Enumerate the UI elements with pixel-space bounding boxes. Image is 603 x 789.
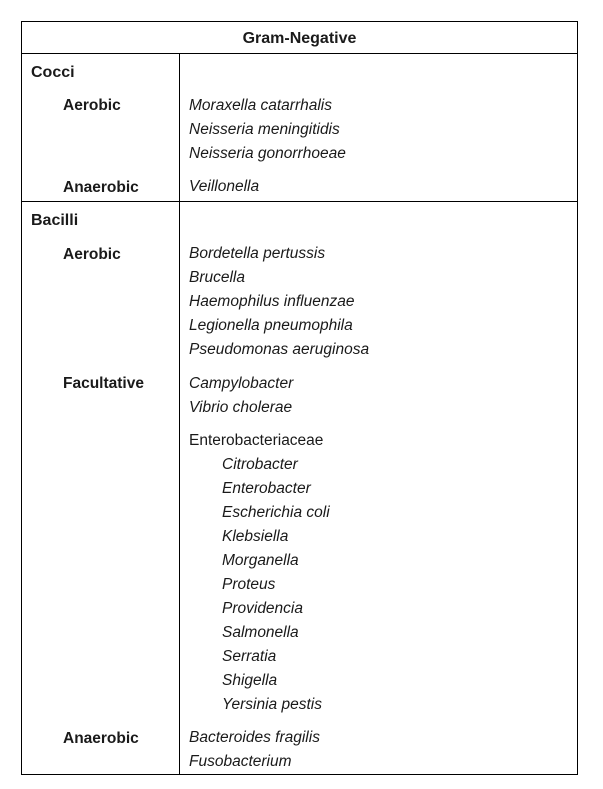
bacilli-aerobic-label: Aerobic	[63, 246, 121, 263]
organism: Yersinia pestis	[222, 696, 322, 713]
organism: Enterobacter	[222, 480, 311, 497]
header-divider	[22, 53, 577, 54]
organism: Citrobacter	[222, 456, 298, 473]
organism: Neisseria meningitidis	[189, 121, 340, 138]
organism: Bordetella pertussis	[189, 245, 326, 262]
organism: Proteus	[222, 576, 276, 593]
organism: Legionella pneumophila	[189, 317, 353, 334]
category-bacilli: Bacilli	[31, 212, 79, 229]
organism: Vibrio cholerae	[189, 399, 293, 416]
organism: Veillonella	[189, 178, 260, 195]
cocci-anaerobic-label: Anaerobic	[63, 179, 139, 196]
organism: Salmonella	[222, 624, 299, 641]
organism: Fusobacterium	[189, 753, 292, 770]
organism: Providencia	[222, 600, 303, 617]
organism: Moraxella catarrhalis	[189, 97, 332, 114]
organism: Bacteroides fragilis	[189, 729, 320, 746]
section-divider	[22, 201, 577, 202]
organism: Brucella	[189, 269, 245, 286]
column-divider	[179, 54, 180, 774]
cocci-aerobic-label: Aerobic	[63, 97, 121, 114]
bacilli-anaerobic-label: Anaerobic	[63, 730, 139, 747]
organism: Serratia	[222, 648, 277, 665]
organism: Neisseria gonorrhoeae	[189, 145, 346, 162]
category-cocci: Cocci	[31, 64, 75, 81]
organism: Morganella	[222, 552, 299, 569]
organism: Klebsiella	[222, 528, 289, 545]
organism: Campylobacter	[189, 375, 294, 392]
gram-negative-table	[21, 21, 578, 775]
organism: Haemophilus influenzae	[189, 293, 355, 310]
table-title: Gram-Negative	[242, 30, 357, 47]
family-label: Enterobacteriaceae	[189, 432, 324, 449]
bacilli-facultative-label: Facultative	[63, 375, 144, 392]
organism: Pseudomonas aeruginosa	[189, 341, 370, 358]
organism: Escherichia coli	[222, 504, 330, 521]
organism: Shigella	[222, 672, 278, 689]
